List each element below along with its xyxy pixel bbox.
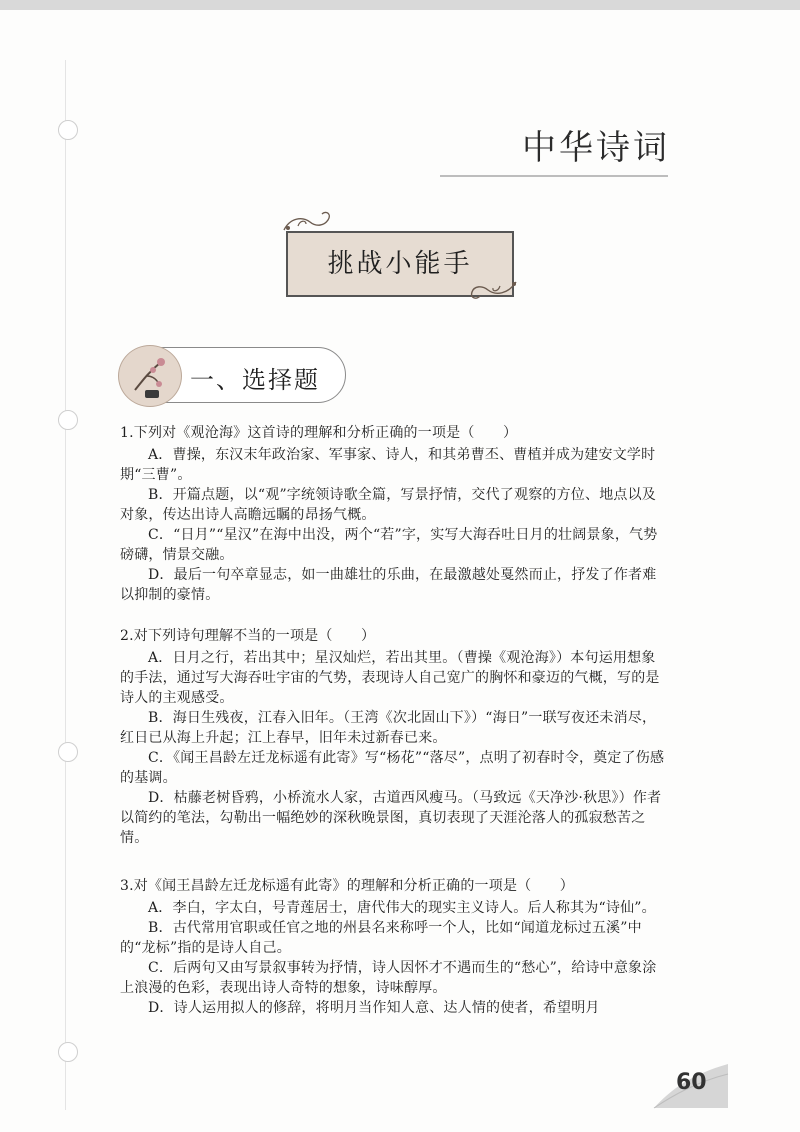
option-b: B．古代常用官职或任官之地的州县名来称呼一个人，比如“闻道龙标过五溪”中的“龙标”指的是诗人自己。	[120, 920, 642, 956]
binder-hole	[58, 120, 78, 140]
chapter-divider	[440, 175, 668, 177]
question-2	[120, 626, 668, 848]
binder-hole	[58, 1042, 78, 1062]
option-c: C．“日月”“星汉”在海中出没，两个“若”字，实写大海吞吐日月的壮阔景象，气势磅礴，情景交融。	[120, 527, 658, 563]
option-d: D．枯藤老树昏鸦，小桥流水人家，古道西风瘦马。（马致远《天净沙·秋思》）作者以简约的笔法，勾勒出一幅绝妙的深秋晚景图，真切表现了天涯沦落人的孤寂愁苦之情。	[120, 790, 662, 846]
question-3	[120, 876, 668, 1018]
section-title: 一、选择题	[190, 366, 320, 394]
question-stem: 2.对下列诗句理解不当的一项是（ ）	[120, 628, 376, 644]
option-c: C．《闻王昌龄左迁龙标遥有此寄》写“杨花”“落尽”，点明了初春时令，奠定了伤感的基调。	[120, 750, 665, 786]
section-badge	[118, 345, 182, 407]
option-d: D．诗人运用拟人的修辞，将明月当作知人意、达人情的使者，希望明月	[148, 1000, 600, 1016]
chapter-title: 中华诗词	[522, 128, 670, 168]
question-stem: 1.下列对《观沧海》这首诗的理解和分析正确的一项是（ ）	[120, 425, 518, 441]
binding-line	[65, 60, 66, 1110]
plum-blossom-icon	[119, 346, 181, 406]
option-a: A．李白，字太白，号青莲居士，唐代伟大的现实主义诗人。后人称其为“诗仙”。	[148, 900, 656, 916]
option-a: A．曹操，东汉末年政治家、军事家、诗人，和其弟曹丕、曹植并成为建安文学时期“三曹”。	[120, 447, 656, 483]
flourish-ornament-icon	[466, 276, 520, 302]
question-stem: 3.对《闻王昌龄左迁龙标遥有此寄》的理解和分析正确的一项是（ ）	[120, 878, 574, 894]
binder-hole	[58, 742, 78, 762]
binder-hole	[58, 410, 78, 430]
page-number: 60	[676, 1070, 707, 1095]
page-top-edge	[0, 0, 800, 10]
option-a: A．日月之行，若出其中；星汉灿烂，若出其里。（曹操《观沧海》）本句运用想象的手法，通过写大海吞吐宇宙的气势，表现诗人自己宽广的胸怀和豪迈的气概，写的是诗人的主观感受。	[120, 650, 660, 706]
option-c: C．后两句又由写景叙事转为抒情，诗人因怀才不遇而生的“愁心”，给诗中意象涂上浪漫的色彩，表现出诗人奇特的想象，诗味醇厚。	[120, 960, 657, 996]
option-b: B．开篇点题，以“观”字统领诗歌全篇，写景抒情，交代了观察的方位、地点以及对象，传达出诗人高瞻远瞩的昂扬气概。	[120, 487, 657, 523]
challenge-banner-label: 挑战小能手	[327, 249, 473, 279]
question-1	[120, 423, 668, 605]
option-d: D．最后一句卒章显志，如一曲雄壮的乐曲，在最激越处戛然而止，抒发了作者难以抑制的豪情。	[120, 567, 657, 603]
option-b: B．海日生残夜，江春入旧年。（王湾《次北固山下》）“海日”一联写夜还未消尽，红日已从海上升起；江上春早，旧年未过新春已来。	[120, 710, 657, 746]
